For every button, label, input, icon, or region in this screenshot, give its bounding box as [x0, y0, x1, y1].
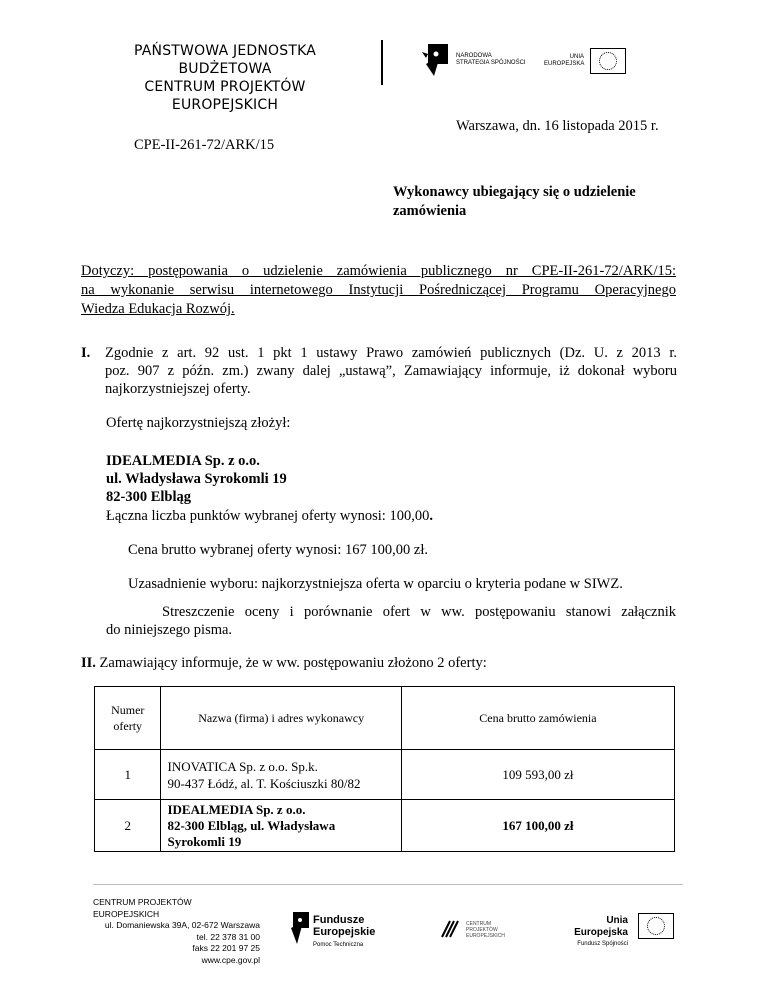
section-1-numeral: I. [81, 345, 91, 361]
row-1-name-line-2: 90-437 Łódź, al. T. Kościuszki 80/82 [167, 775, 361, 791]
organization-header [95, 42, 355, 114]
ue-line-1: Unia Europejska [574, 915, 628, 938]
row-1-name [161, 750, 401, 800]
section-1-body [105, 344, 677, 398]
header-number-line-1: Numer [111, 703, 145, 717]
header-name: Nazwa (firma) i adres wykonawcy [161, 687, 401, 750]
row-2-name-line-3: Syrokomli 19 [167, 833, 242, 849]
row-1-price: 109 593,00 zł [401, 750, 674, 800]
footer-org: CENTRUM PROJEKTÓW EUROPEJSKICH [93, 897, 192, 919]
winner-name: IDEALMEDIA Sp. z o.o. [106, 453, 260, 469]
best-offer-label: Ofertę najkorzystniejszą złożył: [106, 415, 291, 431]
footer-divider [93, 884, 683, 885]
table-header-row [95, 687, 675, 750]
subject-line-1: Dotyczy: postępowania o udzielenie zamówienia publicznego nr CPE-II-261-72/ARK/15: [81, 263, 676, 279]
header-divider [381, 40, 383, 85]
subject [81, 262, 676, 319]
row-2-name-line-2: 82-300 Elbląg, ul. Władysława [167, 817, 336, 833]
fe-logo [287, 910, 377, 954]
eu-flag-footer-icon [638, 913, 674, 939]
winner-street: ul. Władysława Syrokomli 19 [106, 471, 287, 487]
date-line: Warszawa, dn. 16 listopada 2015 r. [456, 118, 659, 134]
fe-line-1: Fundusze [313, 914, 365, 926]
eu-logo-header [540, 48, 640, 78]
winner-address [106, 452, 287, 506]
org-line-1: PAŃSTWOWA JEDNOSTKA BUDŻETOWA [134, 43, 316, 77]
header-price: Cena brutto zamówienia [401, 687, 674, 750]
row-2-price: 167 100,00 zł [401, 800, 674, 852]
footer-fax: faks 22 201 97 25 [192, 943, 260, 953]
points-line [106, 507, 433, 525]
summary-paragraph [106, 603, 676, 639]
table-row [95, 750, 675, 800]
row-2-name-line-1: IDEALMEDIA Sp. z o.o. [167, 801, 306, 817]
section-1-line-2: poz. 907 z późn. zm.) zwany dalej „ustawą”, Zamawiający informuje, iż dokonał wyboru [105, 363, 677, 379]
header-number-line-2: oferty [113, 719, 143, 733]
footer-phone: tel. 22 378 31 00 [196, 931, 260, 942]
offers-table [94, 686, 675, 852]
subject-line-3: Wiedza Edukacja Rozwój. [81, 301, 235, 317]
cpe-line-2: EUROPEJSKICH [466, 933, 505, 939]
summary-line-2: do niniejszego pisma. [106, 622, 233, 638]
addressee-line-1: Wykonawcy ubiegający się o udzielenie [393, 184, 636, 200]
row-2-number: 2 [95, 800, 161, 852]
addressee [393, 183, 636, 221]
cpe-line-1: CENTRUM PROJEKTÓW [466, 921, 498, 933]
subject-line-2: na wykonanie serwisu internetowego Instytucji Pośredniczącej Programu Operacyjnego [81, 282, 676, 298]
section-2 [81, 654, 487, 672]
summary-line-1: Streszczenie oceny i porównanie ofert w ww. postępowaniu stanowi załącznik [162, 604, 676, 620]
eu-text-1: UNIA [569, 54, 584, 60]
price-line: Cena brutto wybranej oferty wynosi: 167 100,00 zł. [128, 542, 429, 558]
nss-text-1: NARODOWA [456, 53, 492, 59]
fe-line-2: Europejskie [313, 926, 376, 938]
footer-address: ul. Domaniewska 39A, 02-672 Warszawa [104, 920, 260, 930]
points-dot: . [429, 508, 433, 524]
footer-web: www.cpe.gov.pl [201, 954, 260, 965]
section-1-line-1: Zgodnie z art. 92 ust. 1 pkt 1 ustawy Prawo zamówień publicznych (Dz. U. z 2013 r. [105, 345, 677, 361]
reference-number: CPE-II-261-72/ARK/15 [134, 137, 275, 153]
eu-text-2: EUROPEJSKA [544, 61, 585, 67]
section-1-line-3: najkorzystniejszej oferty. [105, 381, 251, 397]
footer-address-block [93, 897, 260, 966]
cpe-logo [440, 915, 520, 945]
ue-line-2: Fundusz Spójności [577, 941, 628, 947]
eu-flag-icon [590, 48, 626, 74]
addressee-line-2: zamówienia [393, 203, 467, 219]
row-2-name [161, 800, 401, 852]
eu-logo-footer [560, 911, 680, 947]
section-2-text: Zamawiający informuje, że w ww. postępowaniu złożono 2 oferty: [99, 655, 487, 671]
justification-line: Uzasadnienie wyboru: najkorzystniejsza oferta w oparciu o kryteria podane w SIWZ. [128, 576, 623, 592]
fe-emblem-icon [287, 912, 309, 946]
row-1-name-line-1: INOVATICA Sp. z o.o. Sp.k. [167, 758, 318, 774]
section-2-numeral: II. [81, 655, 96, 671]
row-1-number: 1 [95, 750, 161, 800]
nss-logo [420, 40, 530, 80]
points-text: Łączna liczba punktów wybranej oferty wynosi: 100,00 [106, 508, 430, 524]
header-number [95, 687, 161, 750]
table-row [95, 800, 675, 852]
cpe-emblem-icon [440, 917, 462, 939]
org-line-2: CENTRUM PROJEKTÓW EUROPEJSKICH [144, 79, 306, 113]
nss-text-2: STRATEGIA SPÓJNOŚCI [456, 60, 526, 66]
winner-city: 82-300 Elbląg [106, 489, 191, 505]
nss-emblem-icon [420, 42, 452, 78]
fe-line-3: Pomoc Techniczna [313, 942, 364, 948]
